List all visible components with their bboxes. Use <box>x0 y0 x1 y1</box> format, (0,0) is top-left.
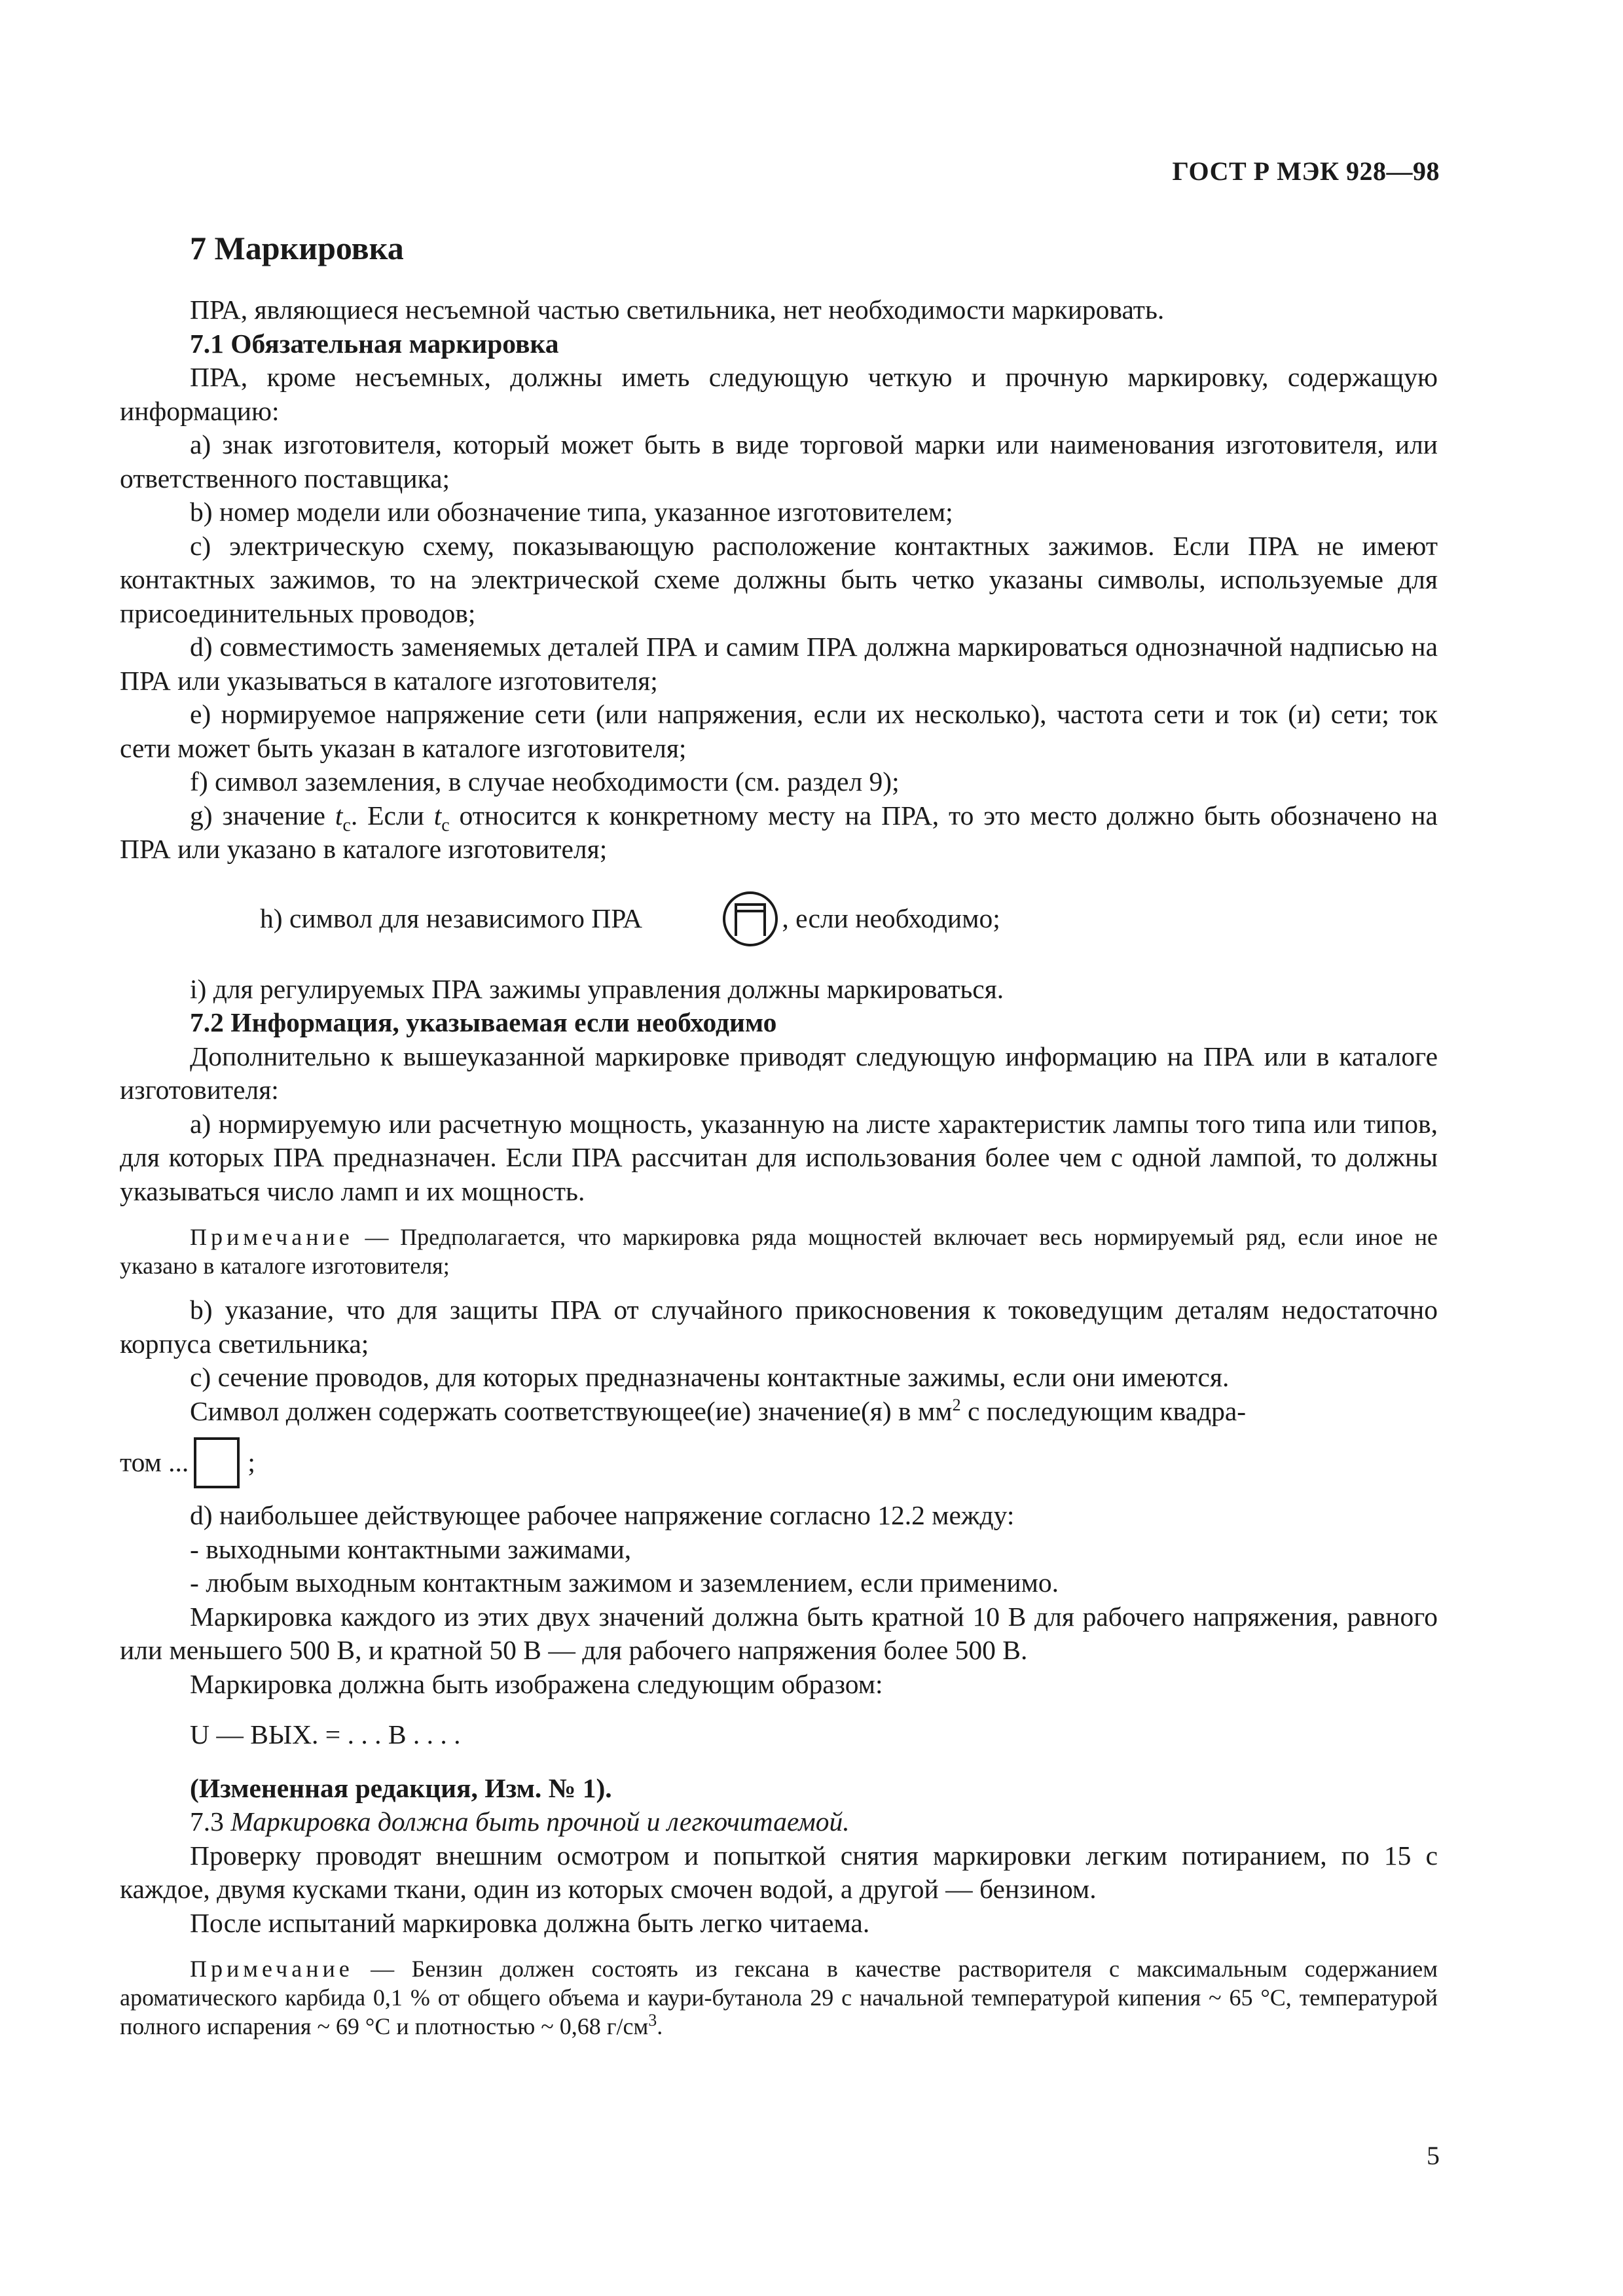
subsection-7-2-item-c: c) сечение проводов, для которых предназначены контактные зажимы, если они имеются. <box>190 1362 1230 1392</box>
tc-letter-1: t <box>335 800 343 831</box>
list-item-a: a) знак изготовителя, который может быть в виде торговой марки или наименования изготовителя, или ответственного поставщика; <box>120 429 1438 493</box>
tc-subscript-1: c <box>342 814 351 835</box>
note-1 <box>120 1223 1438 1280</box>
symbol-description-part-2: с последующим квадра- <box>960 1395 1247 1426</box>
item-g-part-1: g) значение <box>190 800 335 831</box>
document-id-header: ГОСТ Р МЭК 928—98 <box>1172 156 1440 186</box>
list-item-i: i) для регулируемых ПРА зажимы управления должны маркироваться. <box>190 973 1004 1004</box>
page-number: 5 <box>1427 2141 1440 2170</box>
note-1-text: — Предполагается, что маркировка ряда мощностей включает весь нормируемый ряд, если иное не указано в каталоге изготовителя; <box>120 1224 1438 1279</box>
note-2 <box>120 1954 1438 2041</box>
subsection-7-2-item-a: a) нормируемую или расчетную мощность, указанную на листе характеристик лампы того типа или типов, для которых ПРА предназначен. Если ПРА рассчитан для использования более чем с одной лампой, то должны указываться число ламп и их мощность. <box>120 1108 1438 1206</box>
subsection-7-1-text: ПРА, кроме несъемных, должны иметь следующую четкую и прочную маркировку, содержащую информацию: <box>120 362 1438 426</box>
list-item-c: c) электрическую схему, показывающую расположение контактных зажимов. Если ПРА не имеют контактных зажимов, то на электрической схеме должны быть четко указаны символы, используемые для присоединительных проводов; <box>120 530 1438 628</box>
marking-formula: U — ВЫХ. = . . . В . . . . <box>190 1719 461 1749</box>
cm-cubed-superscript: 3 <box>648 2011 657 2030</box>
list-item-d: d) совместимость заменяемых деталей ПРА и самим ПРА должна маркироваться однозначной надписью на ПРА или указываться в каталоге изготовителя; <box>120 632 1438 696</box>
tc-symbol-1 <box>335 800 351 835</box>
tc-symbol-2 <box>433 800 450 835</box>
subsection-7-2-text: Дополнительно к вышеуказанной маркировке приводят следующую информацию на ПРА или в каталоге изготовителя: <box>120 1041 1438 1105</box>
item-h-after: , если необходимо; <box>782 903 1000 933</box>
amendment-note: (Измененная редакция, Изм. № 1). <box>190 1772 612 1803</box>
subsection-7-3-after: После испытаний маркировка должна быть легко читаема. <box>190 1907 870 1938</box>
marking-rule-paragraph: Маркировка каждого из этих двух значений должна быть кратной 10 В для рабочего напряжения, равного или меньшего 500 В, и кратной 50 В — для рабочего напряжения более 500 В. <box>120 1601 1438 1665</box>
subsection-7-3 <box>120 1805 1438 1839</box>
subsection-7-2-item-d-1: - выходными контактными зажимами, <box>190 1534 632 1564</box>
section-title: 7 Маркировка <box>190 230 404 266</box>
list-item-g <box>120 799 1438 867</box>
list-item-e: e) нормируемое напряжение сети (или напряжения, если их несколько), частота сети и ток (и) сети; ток сети может быть указан в каталоге изготовителя; <box>120 699 1438 763</box>
subsection-7-1-title: 7.1 Обязательная маркировка <box>190 328 559 359</box>
square-symbol-line <box>120 1437 1438 1488</box>
symbol-description-part-1: Символ должен содержать соответствующее(ие) значение(я) в мм <box>190 1395 953 1426</box>
mm-squared-superscript: 2 <box>952 1395 961 1414</box>
note-1-label: Примечание <box>190 1224 354 1250</box>
tc-letter-2: t <box>433 800 442 831</box>
subsection-7-3-text: Проверку проводят внешним осмотром и попыткой снятия маркировки легким потиранием, по 15 с каждое, двумя кусками ткани, один из которых смочен водой, а другой — бензином. <box>120 1840 1438 1904</box>
subsection-7-2-item-d: d) наибольшее действующее рабочее напряжение согласно 12.2 между: <box>190 1500 1015 1530</box>
subsection-7-3-number: 7.3 <box>190 1806 231 1837</box>
item-g-part-3: относится к конкретному месту на ПРА, то это место должно быть обозначено на ПРА или указано в каталоге изготовителя; <box>120 800 1438 864</box>
note-2-text-part-1: — Бензин должен состоять из гексана в качестве растворителя с максимальным содержанием ароматического карбида 0,1 % от общего объема и каури-бутанола 29 с начальной температурой кипения ~ 65 °С, температурой полного испарения ~ 69 °С и плотностью ~ 0,68 г/см <box>120 1956 1438 2039</box>
list-item-b: b) номер модели или обозначение типа, указанное изготовителем; <box>190 497 953 527</box>
subsection-7-3-title: Маркировка должна быть прочной и легкочитаемой. <box>230 1806 850 1837</box>
document-body <box>120 293 1438 2054</box>
item-h-before: h) символ для независимого ПРА <box>260 903 649 933</box>
note-2-label: Примечание <box>190 1956 354 1982</box>
tc-subscript-2: c <box>441 814 450 835</box>
subsection-7-2-item-d-2: - любым выходным контактным зажимом и заземлением, если применимо. <box>190 1568 1059 1598</box>
note-2-text-part-2: . <box>657 2013 663 2039</box>
square-line-before: том ... <box>120 1447 189 1478</box>
subsection-7-2-item-b: b) указание, что для защиты ПРА от случайного прикосновения к токоведущим деталям недостаточно корпуса светильника; <box>120 1295 1438 1359</box>
square-line-after: ; <box>247 1447 255 1478</box>
list-item-h <box>120 890 1438 948</box>
list-item-f: f) символ заземления, в случае необходимости (см. раздел 9); <box>190 766 900 797</box>
subsection-7-2-title: 7.2 Информация, указываемая если необходимо <box>190 1007 777 1037</box>
intro-paragraph: ПРА, являющиеся несъемной частью светильника, нет необходимости маркировать. <box>190 295 1165 325</box>
square-symbol-icon <box>194 1437 240 1488</box>
item-g-part-2: . Если <box>350 800 434 831</box>
independent-ballast-symbol-icon <box>651 890 709 948</box>
marking-display-paragraph: Маркировка должна быть изображена следующим образом: <box>190 1668 883 1699</box>
symbol-description <box>120 1395 1438 1429</box>
